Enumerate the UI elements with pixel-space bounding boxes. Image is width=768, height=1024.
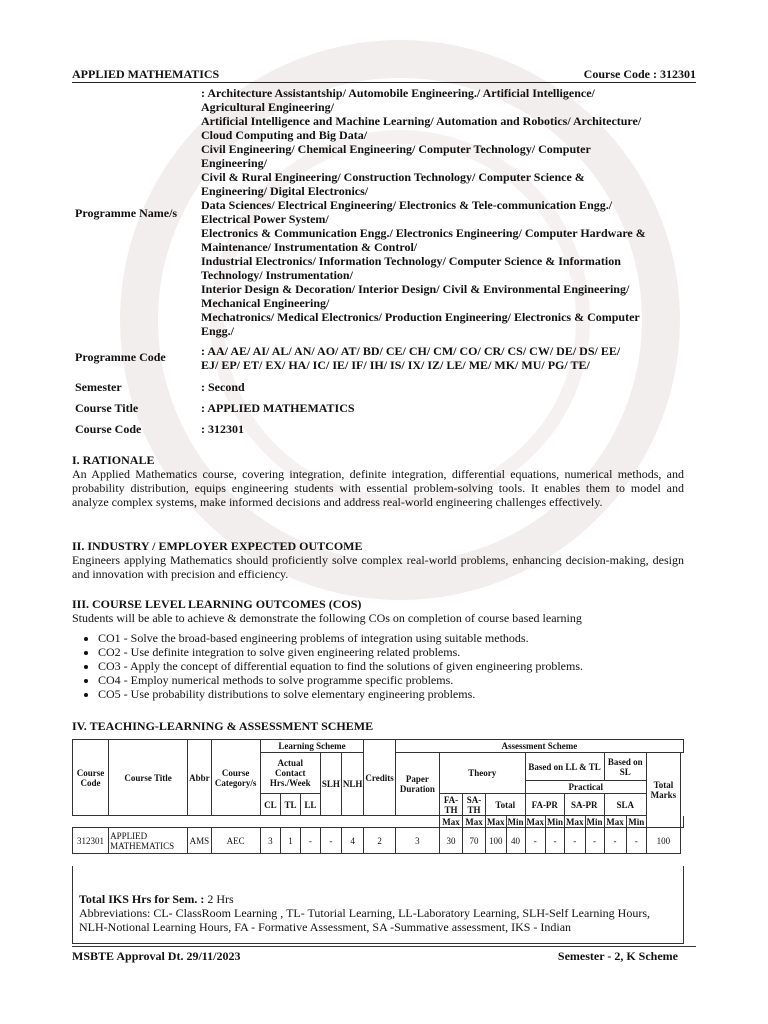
cell-abbr: AMS — [188, 828, 212, 854]
th-cl: CL — [260, 794, 281, 816]
th-slh: SLH — [320, 753, 341, 816]
th-total-marks: Total Marks — [646, 753, 680, 828]
semester-label: Semester — [75, 380, 122, 394]
rationale-section — [72, 453, 684, 509]
th-course-title: Course Title — [109, 740, 188, 816]
programme-code-line: EJ/ EP/ ET/ EX/ HA/ IC/ IE/ IF/ IH/ IS/ IX/ IZ/ LE/ ME/ MK/ MU/ PG/ TE/ — [201, 358, 590, 372]
programme-name-line: Engg./ — [201, 324, 235, 338]
th-max: Max — [604, 816, 626, 828]
programme-name-label: Programme Name/s — [75, 206, 178, 220]
th-nlh: NLH — [341, 753, 364, 816]
cell-title: APPLIED MATHEMATICS — [109, 828, 188, 854]
cell-fa-pr-max: - — [525, 828, 546, 854]
header-course-code: Course Code : 312301 — [583, 67, 696, 81]
programme-name-line: Cloud Computing and Big Data/ — [201, 128, 368, 142]
programme-name-line: Technology/ Instrumentation/ — [201, 268, 353, 282]
programme-code-row — [72, 344, 696, 372]
programme-info — [72, 86, 696, 437]
iks-value: 2 Hrs — [204, 892, 234, 906]
iks-hours — [79, 892, 677, 906]
course-title-label: Course Title — [75, 401, 139, 415]
programme-name-line: Interior Design & Decoration/ Interior Design/ Civil & Environmental Engineering/ — [201, 282, 630, 296]
cell-credits: 2 — [364, 828, 395, 854]
scheme-heading: IV. TEACHING-LEARNING & ASSESSMENT SCHEME — [72, 719, 374, 733]
cell-sla-max: - — [604, 828, 626, 854]
programme-name-line: Electronics & Communication Engg./ Electronics Engineering/ Computer Hardware & — [201, 226, 646, 240]
course-code-value: : 312301 — [201, 422, 244, 436]
cos-section — [72, 597, 684, 701]
rationale-heading: I. RATIONALE — [72, 453, 155, 467]
programme-name-line: Data Sciences/ Electrical Engineering/ Electronics & Tele-communication Engg./ — [201, 198, 613, 212]
co-item: • CO2 - Use definite integration to solve given engineering related problems. — [98, 645, 684, 659]
co-item: • CO3 - Apply the concept of differential equation to find the solutions of given engineering problems. — [98, 659, 684, 673]
cell-cl: 3 — [260, 828, 281, 854]
scheme-label: Semester - 2, K Scheme — [557, 949, 678, 963]
th-based-ll-tl: Based on LL & TL — [525, 753, 604, 781]
semester-row — [72, 380, 696, 395]
course-title-row — [72, 401, 696, 416]
th-max: Max — [463, 816, 486, 828]
programme-name-value — [201, 86, 691, 338]
cell-total-max: 100 — [486, 828, 507, 854]
cell-fa-pr-min: - — [546, 828, 565, 854]
th-min: Min — [547, 816, 564, 827]
th-max: Max — [440, 816, 463, 828]
th-max: Max — [487, 816, 505, 827]
cell-sa-pr-min: - — [585, 828, 604, 854]
cell-total-min: 40 — [506, 828, 525, 854]
th-category: Course Category/s — [211, 740, 260, 816]
scheme-table — [72, 739, 684, 854]
iks-label: Total IKS Hrs for Sem. : — [79, 892, 205, 906]
cell-sa-pr-max: - — [565, 828, 586, 854]
th-max: Max — [566, 816, 584, 827]
cell-nlh: 4 — [341, 828, 364, 854]
page-footer — [72, 946, 696, 963]
programme-name-line: Industrial Electronics/ Information Technology/ Computer Science & Information — [201, 254, 621, 268]
semester-value: : Second — [201, 380, 245, 394]
programme-name-line: Civil & Rural Engineering/ Construction Technology/ Computer Science & — [201, 170, 585, 184]
programme-code-line: : AA/ AE/ AI/ AL/ AN/ AO/ AT/ BD/ CE/ CH/ CM/ CO/ CR/ CS/ CW/ DE/ DS/ EE/ — [201, 344, 621, 358]
th-total: Total — [486, 794, 526, 816]
course-title-value: : APPLIED MATHEMATICS — [201, 401, 355, 415]
programme-name-line: Maintenance/ Instrumentation & Control/ — [201, 240, 418, 254]
programme-name-line: Mechatronics/ Medical Electronics/ Production Engineering/ Electronics & Computer — [201, 310, 640, 324]
course-code-row — [72, 422, 696, 437]
th-sa-th: SA-TH — [463, 794, 486, 816]
programme-code-value — [201, 344, 691, 372]
th-max: Max — [526, 816, 545, 827]
th-paper-duration: Paper Duration — [395, 753, 439, 816]
programme-name-line: Mechanical Engineering/ — [201, 296, 330, 310]
th-abbr: Abbr — [188, 740, 212, 816]
programme-name-line: Engineering/ — [201, 156, 268, 170]
outcome-text: Engineers applying Mathematics should proficiently solve complex real-world problems, enhancing decision-making, design and innovation with precision and efficiency. — [72, 553, 684, 581]
programme-code-label: Programme Code — [75, 350, 166, 364]
th-practical: Practical — [525, 781, 646, 794]
programme-name-line: Civil Engineering/ Chemical Engineering/ Computer Technology/ Computer — [201, 142, 591, 156]
th-assessment-scheme: Assessment Scheme — [395, 740, 683, 753]
cell-slh: - — [320, 828, 341, 854]
table-row — [73, 828, 684, 854]
scheme-section — [72, 719, 684, 733]
th-min: Min — [507, 816, 524, 827]
th-course-code: Course Code — [73, 740, 109, 816]
th-min: Min — [626, 816, 646, 828]
course-code-label: Course Code — [75, 422, 142, 436]
cell-code: 312301 — [73, 828, 109, 854]
cell-tl: 1 — [281, 828, 301, 854]
cell-fa-th-max: 30 — [440, 828, 463, 854]
scheme-notes — [72, 866, 684, 944]
cell-paper-duration: 3 — [395, 828, 439, 854]
programme-name-line: Engineering/ Digital Electronics/ — [201, 184, 369, 198]
th-actual-contact: Actual Contact Hrs./Week — [260, 753, 320, 794]
th-min: Min — [586, 816, 603, 827]
cos-heading: III. COURSE LEVEL LEARNING OUTCOMES (COS) — [72, 597, 362, 611]
subject-title: APPLIED MATHEMATICS — [72, 67, 220, 81]
abbreviations-text: Abbreviations: CL- ClassRoom Learning , TL- Tutorial Learning, LL-Laboratory Learning, SLH-Self Learning Hours, NLH-Notional Learning Hours, FA - Formative Assessment, SA -Summative assessment, IKS - Indian — [79, 906, 650, 934]
cell-ll: - — [300, 828, 320, 854]
programme-name-line: Artificial Intelligence and Machine Learning/ Automation and Robotics/ Architecture/ — [201, 114, 642, 128]
page-header — [72, 66, 696, 83]
programme-name-line: : Architecture Assistantship/ Automobile Engineering./ Artificial Intelligence/ — [201, 86, 595, 100]
cell-sa-th-max: 70 — [463, 828, 486, 854]
programme-name-line: Electrical Power System/ — [201, 212, 329, 226]
th-based-sl: Based on SL — [604, 753, 646, 781]
co-item: • CO5 - Use probability distributions to solve elementary engineering problems. — [98, 687, 684, 701]
th-sa-pr: SA-PR — [565, 794, 605, 816]
programme-name-line: Agricultural Engineering/ — [201, 100, 334, 114]
th-ll: LL — [300, 794, 320, 816]
cos-intro: Students will be able to achieve & demonstrate the following COs on completion of course based learning — [72, 611, 582, 625]
programme-name-row — [72, 86, 696, 338]
th-sla: SLA — [604, 794, 646, 816]
th-fa-pr: FA-PR — [525, 794, 565, 816]
cell-category: AEC — [211, 828, 260, 854]
cos-list — [82, 631, 684, 701]
th-credits: Credits — [364, 740, 395, 816]
outcome-section — [72, 539, 684, 581]
th-fa-th: FA-TH — [440, 794, 463, 816]
th-theory: Theory — [440, 753, 525, 794]
rationale-text: An Applied Mathematics course, covering integration, definite integration, differential equations, numerical methods, and probability distribution, equips engineering students with essential problem-solving tools. It enables them to model and analyze complex systems, make informed decisions and address real-world engineering challenges effectively. — [72, 467, 684, 509]
outcome-heading: II. INDUSTRY / EMPLOYER EXPECTED OUTCOME — [72, 539, 363, 553]
co-item: • CO4 - Employ numerical methods to solve programme specific problems. — [98, 673, 684, 687]
approval-date: MSBTE Approval Dt. 29/11/2023 — [72, 949, 241, 963]
co-item: • CO1 - Solve the broad-based engineering problems of integration using suitable methods. — [98, 631, 684, 645]
cell-sla-min: - — [626, 828, 646, 854]
cell-total-marks: 100 — [646, 828, 680, 854]
th-learning-scheme: Learning Scheme — [260, 740, 364, 753]
th-tl: TL — [281, 794, 301, 816]
